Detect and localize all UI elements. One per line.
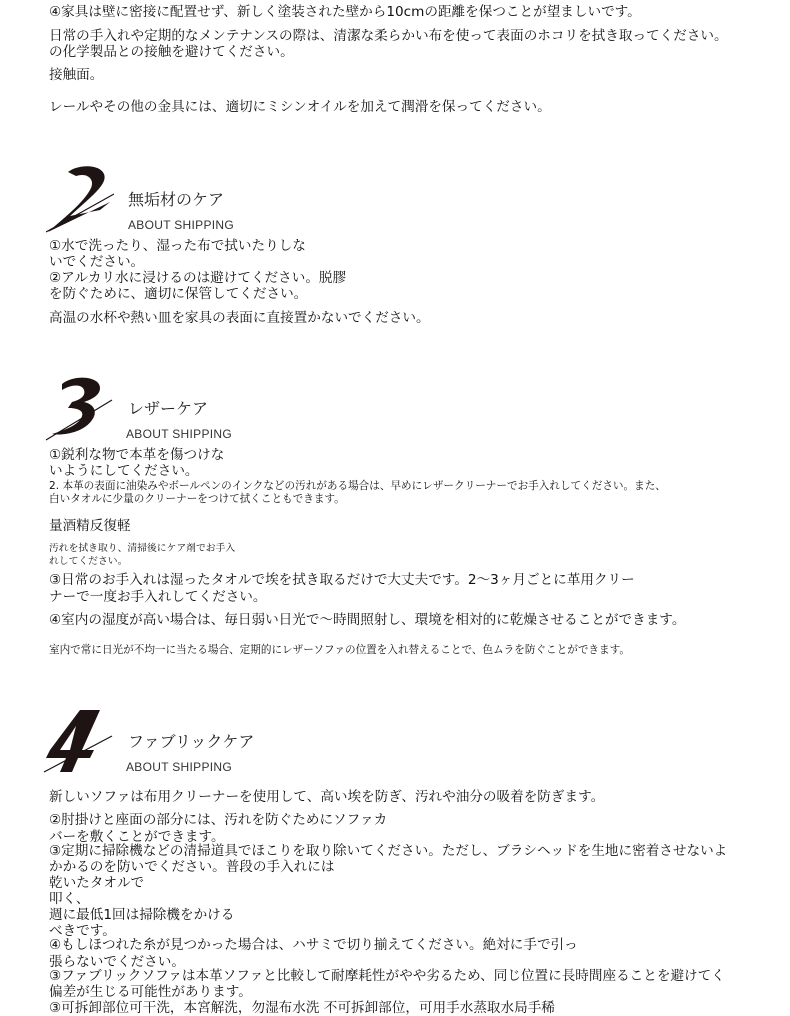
section-line: 室内で常に日光が不均一に当たる場合、定期的にレザーソファの位置を入れ替えることで、色ムラを防ぐことができます。 xyxy=(49,644,630,656)
section-number-3-icon xyxy=(44,374,116,444)
section-subtitle: ABOUT SHIPPING xyxy=(126,760,233,774)
section-line: ②アルカリ水に浸けるのは避けてください。脱膠 xyxy=(49,270,347,286)
section-line: 高温の水杯や熱い皿を家具の表面に直接置かないでください。 xyxy=(49,310,430,326)
intro-line: 接触面。 xyxy=(49,67,104,83)
intro-line: ④家具は壁に密接に配置せず、新しく塗装された壁から10cmの距離を保つことが望ましいです。 xyxy=(49,4,641,20)
section-line: バーを敷くことができます。 xyxy=(49,829,225,845)
section-line: 偏差が生じる可能性があります。 xyxy=(49,984,252,1000)
section-line: べきです。 xyxy=(49,923,116,939)
section-line: ②肘掛けと座面の部分には、汚れを防ぐためにソファカ xyxy=(49,812,388,828)
intro-line: レールやその他の金具には、適切にミシンオイルを加えて潤滑を保ってください。 xyxy=(49,99,551,115)
section-line: れしてください。 xyxy=(49,556,128,567)
section-line: 張らないでください。 xyxy=(49,954,185,970)
section-line: いでください。 xyxy=(49,254,145,270)
section-line: を防ぐために、適切に保管してください。 xyxy=(49,286,308,302)
section-line: ③可拆卸部位可干洗，本宮解洗，勿湿布水洗 不可拆卸部位，可用手水蒸取水局手稀 xyxy=(49,1000,555,1016)
section-line: ①鋭利な物で本革を傷つけな xyxy=(49,447,225,463)
intro-line: 日常の手入れや定期的なメンテナンスの際は、清潔な柔らかい布を使って表面のホコリを拭き取ってください。 xyxy=(49,28,728,44)
section-line: 2. 本革の表面に油染みやボールペンのインクなどの汚れがある場合は、早めにレザークリーナーでお手入れしてください。また、 xyxy=(49,480,666,492)
section-subtitle: ABOUT SHIPPING xyxy=(126,427,233,441)
section-line: ③定期に掃除機などの清掃道具でほこりを取り除いてください。ただし、ブラシヘッドを生地に密着させないよ xyxy=(49,843,728,859)
section-line: 量酒精反復軽 xyxy=(49,518,131,534)
section-line: ④室内の湿度が高い場合は、毎日弱い日光で〜時間照射し、環境を相対的に乾燥させることができます。 xyxy=(49,612,686,628)
section-line: ③ファブリックソファは本革ソファと比較して耐摩耗性がやや劣るため、同じ位置に長時間座ることを避けてく xyxy=(49,968,725,984)
section-subtitle: ABOUT SHIPPING xyxy=(128,218,235,232)
section-line: かかるのを防いでください。普段の手入れには xyxy=(49,859,335,875)
section-number-4-icon xyxy=(42,706,116,776)
section-line: いようにしてください。 xyxy=(49,463,199,479)
intro-line: の化学製品との接触を避けてください。 xyxy=(49,44,294,60)
section-line: ①水で洗ったり、湿った布で拭いたりしな xyxy=(49,238,306,254)
section-title: レザーケア xyxy=(128,399,209,418)
section-line: 叩く、 xyxy=(49,891,90,907)
section-line: ナーで一度お手入れしてください。 xyxy=(49,589,267,605)
section-line: 週に最低1回は掃除機をかける xyxy=(49,907,235,923)
section-line: ③日常のお手入れは湿ったタオルで埃を拭き取るだけで大丈夫です。2〜3ヶ月ごとに革用クリー xyxy=(49,572,635,588)
section-line: 新しいソファは布用クリーナーを使用して、高い埃を防ぎ、汚れや油分の吸着を防ぎます。 xyxy=(49,789,605,805)
section-title: ファブリックケア xyxy=(128,732,255,751)
section-title: 無垢材のケア xyxy=(128,190,225,209)
section-number-2-icon xyxy=(44,164,118,234)
section-line: ④もしほつれた糸が見つかった場合は、ハサミで切り揃えてください。絶対に手で引っ xyxy=(49,937,578,953)
section-line: 乾いたタオルで xyxy=(49,875,145,891)
section-line: 白いタオルに少量のクリーナーをつけて拭くこともできます。 xyxy=(49,493,345,505)
section-line: 汚れを拭き取り、清掃後にケア剤でお手入 xyxy=(49,543,236,554)
